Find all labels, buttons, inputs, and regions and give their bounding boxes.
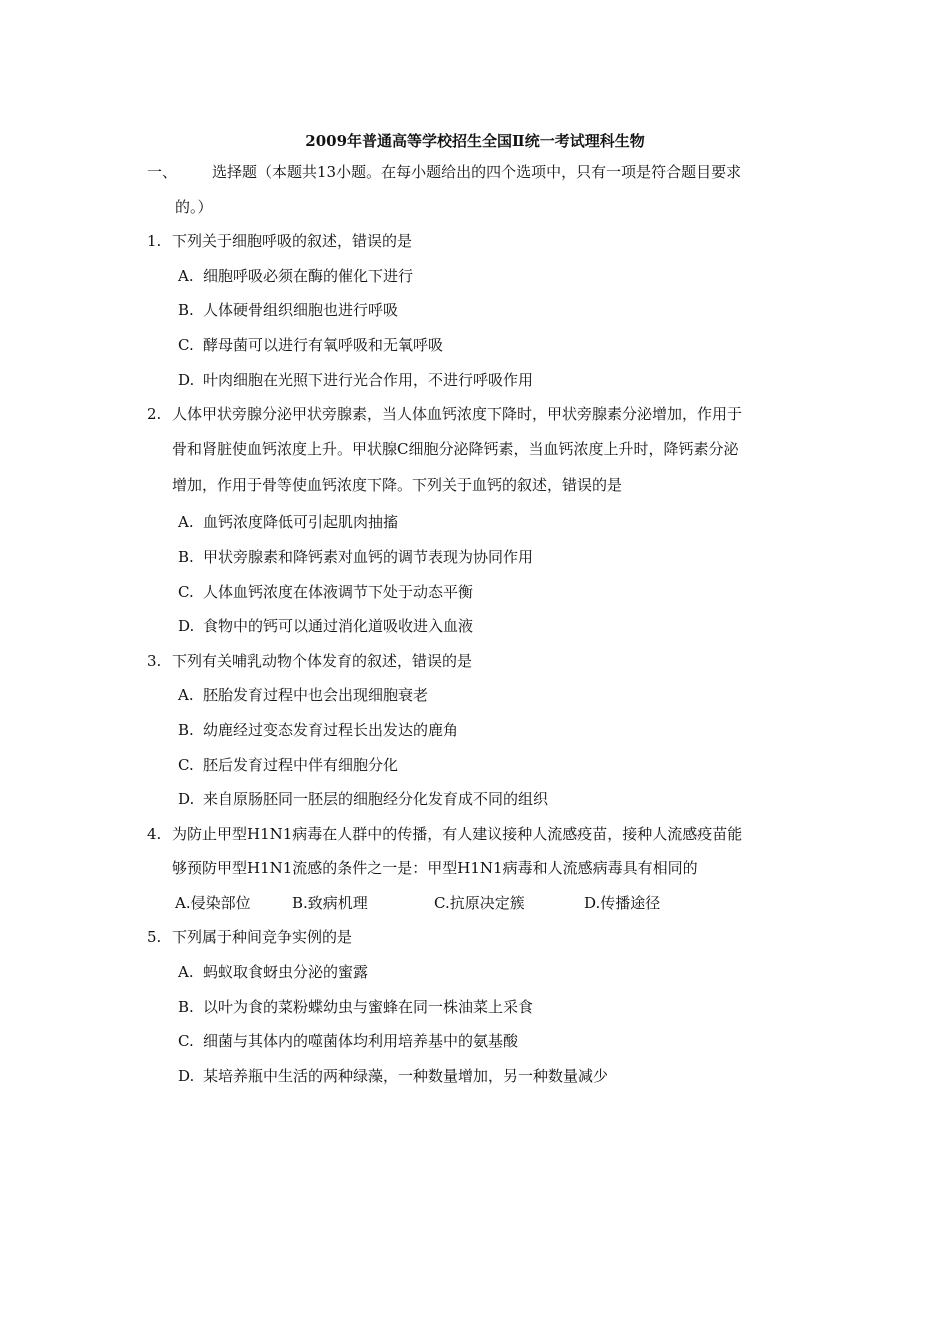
question-4 (147, 817, 817, 921)
option-b: B. 以叶为食的菜粉蝶幼虫与蜜蜂在同一株油菜上采食 (178, 997, 534, 1016)
inline-options (147, 886, 817, 921)
question-number: 4. (147, 824, 162, 843)
option-a: A.侵染部位 (175, 893, 251, 912)
option-c: C. 胚后发育过程中伴有细胞分化 (178, 755, 399, 774)
question-stem-cont: 骨和肾脏使血钙浓度上升。甲状腺C细胞分泌降钙素，当血钙浓度上升时，降钙素分泌 (172, 439, 739, 458)
option-b: B. 人体硬骨组织细胞也进行呼吸 (178, 301, 399, 320)
section-number: 一、 (147, 163, 178, 181)
question-stem: 下列有关哺乳动物个体发育的叙述，错误的是 (172, 651, 473, 670)
question-number: 3. (147, 651, 162, 670)
question-stem: 人体甲状旁腺分泌甲状旁腺素，当人体血钙浓度下降时，甲状旁腺素分泌增加，作用于 (172, 405, 743, 424)
option-a: A. 胚胎发育过程中也会出现细胞衰老 (178, 686, 429, 705)
question-stem-cont: 够预防甲型H1N1流感的条件之一是：甲型H1N1病毒和人流感病毒具有相同的 (172, 859, 698, 878)
question-number: 2. (147, 405, 162, 424)
option-b: B.致病机理 (292, 893, 368, 912)
question-stem-cont: 增加，作用于骨等使血钙浓度下降。下列关于血钙的叙述，错误的是 (172, 476, 623, 495)
option-a: A. 血钙浓度降低可引起肌肉抽搐 (178, 513, 399, 532)
question-2 (147, 397, 817, 644)
document-body (147, 155, 817, 1093)
option-d: D. 食物中的钙可以通过消化道吸收进入血液 (178, 617, 474, 636)
question-stem: 下列属于种间竞争实例的是 (172, 928, 353, 947)
option-c: C.抗原决定簇 (434, 893, 525, 912)
option-d: D.传播途径 (584, 893, 661, 912)
question-number: 5. (147, 928, 162, 947)
section-text-cont: 的。） (175, 197, 213, 216)
option-b: B. 幼鹿经过变态发育过程长出发达的鹿角 (178, 720, 459, 739)
option-c: C. 酵母菌可以进行有氧呼吸和无氧呼吸 (178, 335, 444, 354)
question-stem: 下列关于细胞呼吸的叙述，错误的是 (172, 232, 413, 251)
question-1 (147, 224, 817, 397)
option-d: D. 某培养瓶中生活的两种绿藻，一种数量增加，另一种数量减少 (178, 1066, 609, 1085)
question-5 (147, 920, 817, 1093)
option-a: A. 蚂蚁取食蚜虫分泌的蜜露 (178, 963, 369, 982)
question-3 (147, 644, 817, 817)
section-heading (147, 155, 817, 190)
option-c: C. 人体血钙浓度在体液调节下处于动态平衡 (178, 582, 474, 601)
option-d: D. 来自原肠胚同一胚层的细胞经分化发育成不同的组织 (178, 790, 549, 809)
question-number: 1. (147, 232, 162, 251)
option-d: D. 叶肉细胞在光照下进行光合作用，不进行呼吸作用 (178, 370, 534, 389)
document-title: 2009年普通高等学校招生全国Ⅱ统一考试理科生物 (305, 132, 645, 150)
question-stem: 为防止甲型H1N1病毒在人群中的传播，有人建议接种人流感疫苗，接种人流感疫苗能 (172, 824, 743, 843)
option-c: C. 细菌与其体内的噬菌体均利用培养基中的氨基酸 (178, 1032, 519, 1051)
option-a: A. 细胞呼吸必须在酶的催化下进行 (178, 266, 414, 285)
section-text: 选择题（本题共13小题。在每小题给出的四个选项中，只有一项是符合题目要求 (212, 163, 742, 181)
option-b: B. 甲状旁腺素和降钙素对血钙的调节表现为协同作用 (178, 547, 534, 566)
